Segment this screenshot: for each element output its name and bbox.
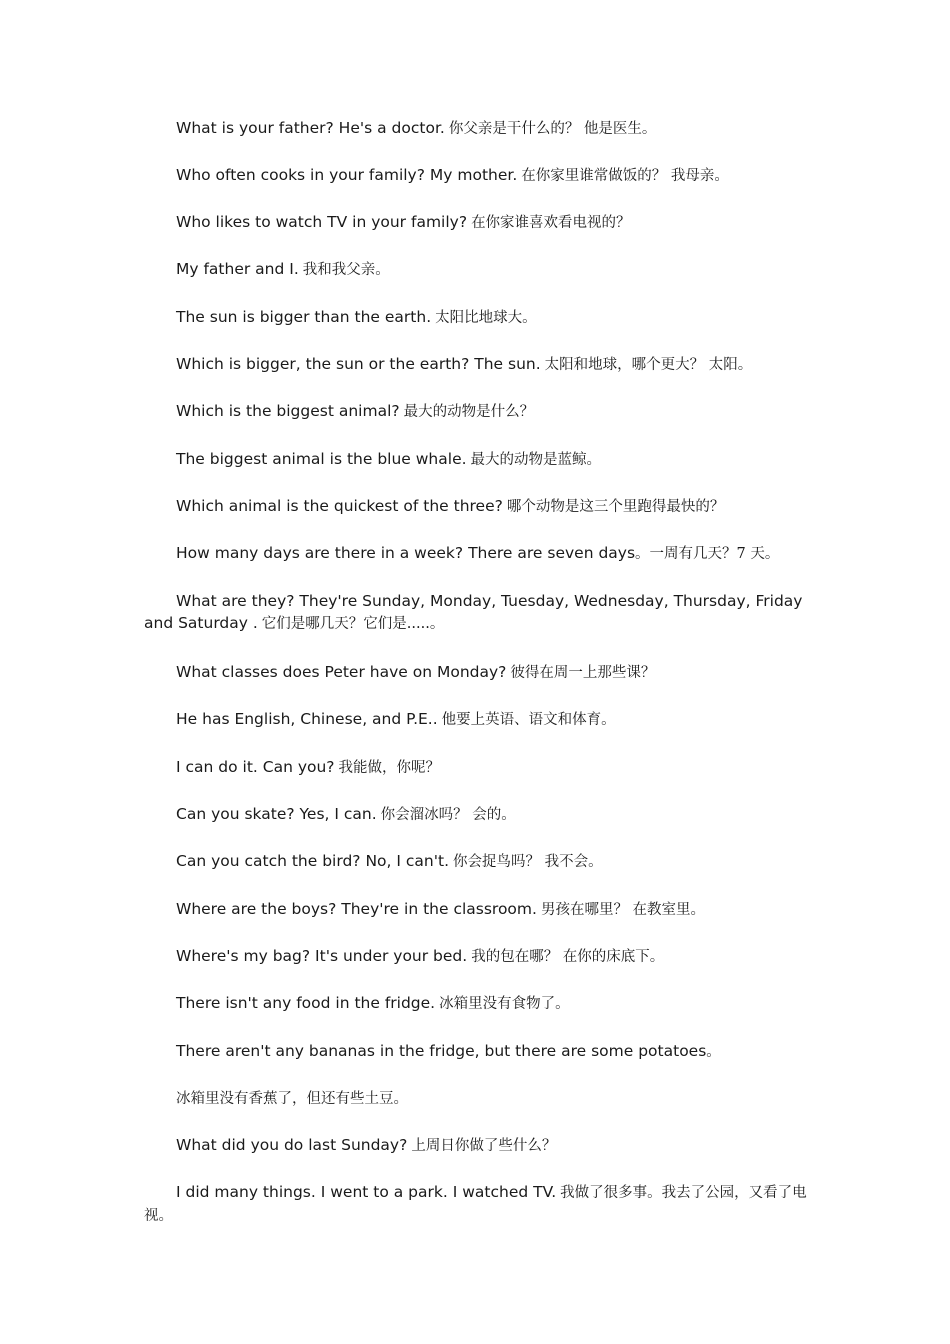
sentence-line	[144, 164, 812, 187]
chinese-text: 他要上英语、语文和体育。	[441, 712, 616, 728]
english-text: He has English, Chinese, and P.E..	[176, 710, 438, 728]
chinese-text: 你父亲是干什么的？ 他是医生。	[448, 121, 657, 137]
chinese-text: 上周日你做了些什么？	[411, 1138, 557, 1154]
english-text: There aren't any bananas in the fridge, but there are some potatoes	[176, 1042, 707, 1060]
english-text: What is your father? He's a doctor.	[176, 119, 445, 137]
english-text: What classes does Peter have on Monday?	[176, 663, 507, 681]
sentence-line	[144, 495, 812, 518]
sentence-line	[144, 117, 812, 140]
english-text: Who often cooks in your family? My mother.	[176, 166, 518, 184]
sentence-line	[144, 1087, 812, 1110]
chinese-text: 冰箱里没有食物了。	[439, 996, 570, 1012]
sentence-line	[144, 1134, 812, 1157]
sentence-line	[144, 708, 812, 731]
sentence-line	[144, 306, 812, 329]
chinese-text: 我能做，你呢？	[338, 760, 441, 776]
sentence-line	[144, 945, 812, 968]
english-text: There isn't any food in the fridge.	[176, 994, 436, 1012]
sentence-line	[144, 850, 812, 873]
english-text: I did many things. I went to a park. I watched TV.	[176, 1183, 557, 1201]
english-text: Can you skate? Yes, I can.	[176, 805, 377, 823]
sentence-line	[144, 1181, 812, 1227]
chinese-text: 太阳比地球大。	[435, 310, 537, 326]
english-text: I can do it. Can you?	[176, 758, 335, 776]
english-text: Where's my bag? It's under your bed.	[176, 947, 468, 965]
sentence-line	[144, 211, 812, 234]
chinese-text: 彼得在周一上那些课？	[510, 665, 656, 681]
chinese-text: 太阳和地球，哪个更大？ 太阳。	[544, 357, 753, 373]
sentence-line	[144, 353, 812, 376]
sentence-line	[144, 258, 812, 281]
sentence-line	[144, 756, 812, 779]
sentence-line	[144, 1040, 812, 1063]
english-text: How many days are there in a week? There are seven days	[176, 544, 636, 562]
english-text: Can you catch the bird? No, I can't.	[176, 852, 449, 870]
sentence-line	[144, 448, 812, 471]
chinese-text: 在你家谁喜欢看电视的？	[471, 215, 631, 231]
chinese-text: 你会溜冰吗？ 会的。	[380, 807, 516, 823]
sentence-line	[144, 803, 812, 826]
english-text: Where are the boys? They're in the classroom.	[176, 900, 537, 918]
english-text: What are they? They're Sunday, Monday, Tuesday, Wednesday, Thursday, Friday and Saturday .	[144, 592, 803, 632]
chinese-text: 在你家里谁常做饭的？ 我母亲。	[521, 168, 729, 184]
chinese-text: 你会捉鸟吗？ 我不会。	[453, 854, 603, 870]
sentence-line	[144, 590, 812, 635]
chinese-text: 最大的动物是蓝鲸。	[470, 452, 602, 468]
chinese-text: 冰箱里没有香蕉了，但还有些土豆。	[176, 1091, 408, 1107]
sentence-line	[144, 898, 812, 921]
chinese-text: 哪个动物是这三个里跑得最快的？	[506, 499, 725, 515]
english-text: The sun is bigger than the earth.	[176, 308, 432, 326]
chinese-text: 我的包在哪？ 在你的床底下。	[471, 949, 665, 965]
sentence-line	[144, 992, 812, 1015]
english-text: What did you do last Sunday?	[176, 1136, 408, 1154]
sentence-line	[144, 542, 812, 565]
english-text: Which is bigger, the sun or the earth? The sun.	[176, 355, 541, 373]
sentence-line	[144, 400, 812, 423]
english-text: Which animal is the quickest of the three?	[176, 497, 503, 515]
chinese-text: 。一周有几天？7 天。	[635, 546, 780, 562]
chinese-text: 我做了很多事。我去了公园，又看了电视。	[144, 1185, 807, 1224]
english-text: Which is the biggest animal?	[176, 402, 400, 420]
chinese-text: 它们是哪几天？它们是.....。	[261, 616, 445, 632]
english-text: The biggest animal is the blue whale.	[176, 450, 467, 468]
chinese-text: 男孩在哪里？ 在教室里。	[540, 902, 706, 918]
english-text: Who likes to watch TV in your family?	[176, 213, 468, 231]
chinese-text: 我和我父亲。	[302, 262, 390, 278]
chinese-text: 最大的动物是什么？	[403, 404, 535, 420]
english-text: My father and I.	[176, 260, 299, 278]
sentence-line	[144, 661, 812, 684]
chinese-text: 。	[706, 1044, 721, 1060]
